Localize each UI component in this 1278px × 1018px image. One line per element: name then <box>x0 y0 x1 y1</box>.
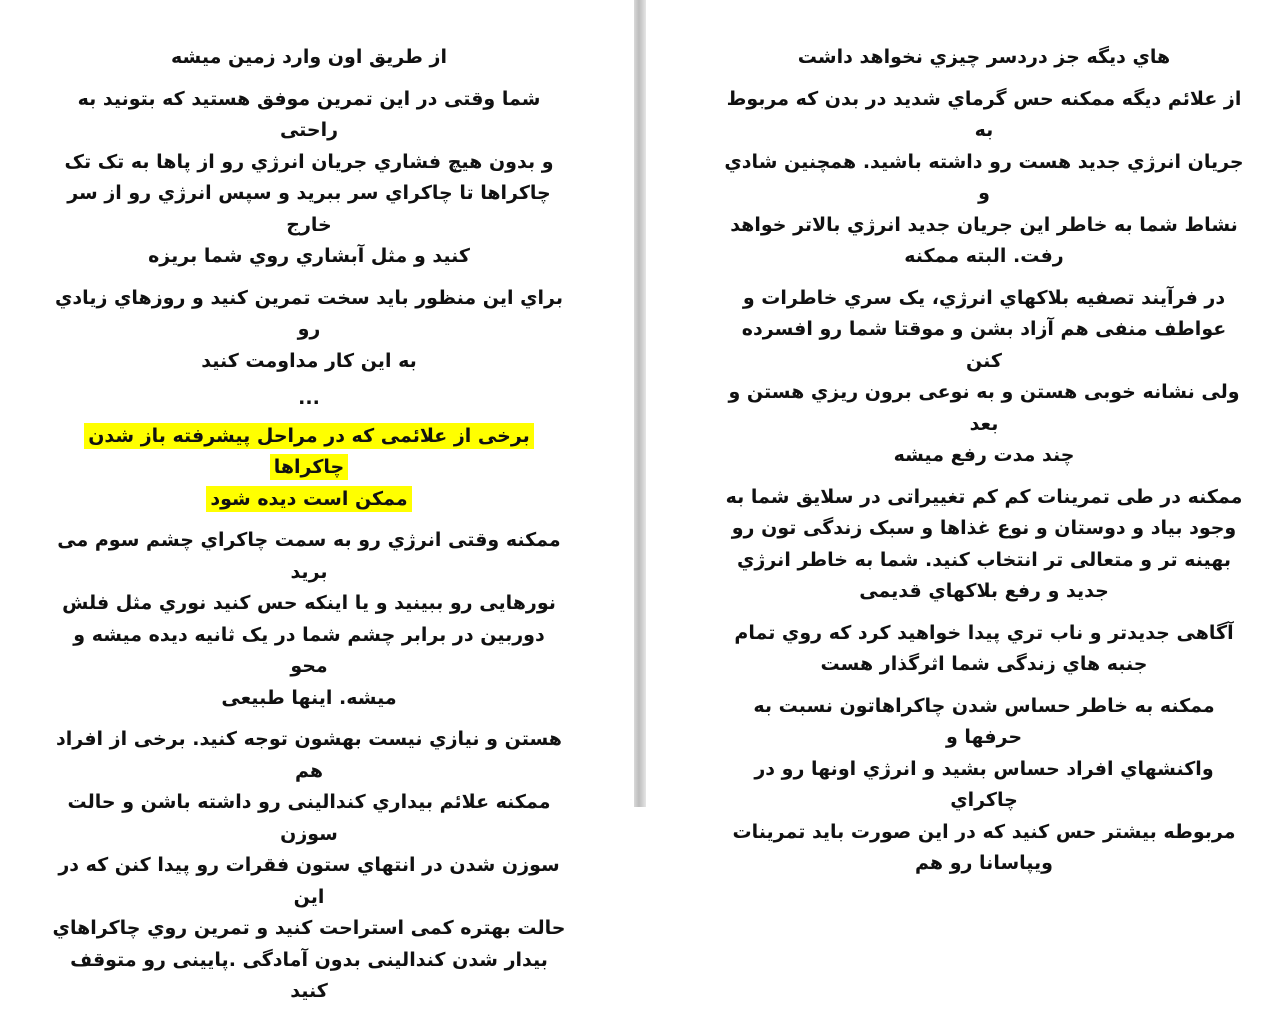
right-paragraph-5: آگاهی جدیدتر و ناب تري پیدا خواهید کرد که روي تمام جنبه هاي زندگی شما اثرگذار هست <box>734 621 1234 675</box>
right-paragraph-1: هاي دیگه جز دردسر چیزي نخواهد داشت <box>797 46 1171 68</box>
left-paragraph-2: شما وقتی در این تمرین موفق هستید که بتونید به راحتی و بدون هیچ فشاري جریان انرژي رو از پاها به تک تک چاکراها تا چاکراي سر ببرید و سپس انرژي رو از سر خارج کنید و مثل آبشاري روي شما بریزه <box>64 87 554 267</box>
left-paragraph-1: از طریق اون وارد زمین میشه <box>171 46 447 68</box>
highlighted-heading-block <box>52 421 566 516</box>
right-paragraph-2: از علائم دیگه ممکنه حس گرماي شدید در بدن که مربوط به جریان انرژي جدید هست رو داشته باشید. همچنین شادي و نشاط شما به خاطر این جریان جدید انرژي بالاتر خواهد رفت. البته ممکنه <box>724 87 1244 267</box>
right-paragraph-4: ممکنه در طی تمرینات کم کم تغییراتی در سلایق شما به وجود بیاد و دوستان و نوع غذاها و سبک زندگی تون رو بهینه تر و متعالی تر انتخاب کنید. شما به خاطر انرژي جدید و رفع بلاکهاي قدیمی <box>725 485 1243 602</box>
right-page <box>646 0 1278 874</box>
highlighted-heading: برخی از علائمی که در مراحل پیشرفته باز شدن چاکراها ممکن است دیده شود <box>84 423 534 512</box>
right-paragraph-3: در فرآیند تصفیه بلاکهاي انرژي، یک سري خاطرات و عواطف منفی هم آزاد بشن و موقتا شما رو افسرده کنن ولی نشانه خوبی هستن و به نوعی برون ریزي هستن و بعد چند مدت رفع میشه <box>728 286 1240 466</box>
left-paragraph-3: براي این منظور باید سخت تمرین کنید و روزهاي زیادي رو به این کار مداومت کنید <box>55 286 563 372</box>
ellipsis: ... <box>298 387 320 409</box>
right-page-text <box>724 42 1244 890</box>
left-page-text <box>52 42 566 1018</box>
left-paragraph-5: هستن و نیازي نیست بهشون توجه کنید. برخی از افراد هم ممکنه علائم بیداري کندالینی رو داشته باشن و حالت سوزن سوزن شدن در انتهاي ستون فقرات رو پیدا کنن که در این حالت بهتره کمی استراحت کنید و تمرین روي چاکراهاي بیدار شدن کندالینی بدون آمادگی .پایینی رو متوقف کنید <box>52 728 566 1002</box>
left-page <box>0 0 634 1002</box>
left-paragraph-4: ممکنه وقتی انرژي رو به سمت چاکراي چشم سوم می برید نورهایی رو ببینید و یا اینکه حس کنید نوري مثل فلش دوربین در برابر چشم شما در یک ثانیه دیده میشه و محو میشه. اینها طبیعی <box>57 529 561 709</box>
right-paragraph-6: ممکنه به خاطر حساس شدن چاکراهاتون نسبت به حرفها و واکنشهاي افراد حساس بشید و انرژي اونها رو در چاکراي مربوطه بیشتر حس کنید که در این صورت باید تمرینات ویپاسانا رو هم <box>732 694 1236 874</box>
book-spine <box>634 0 646 807</box>
